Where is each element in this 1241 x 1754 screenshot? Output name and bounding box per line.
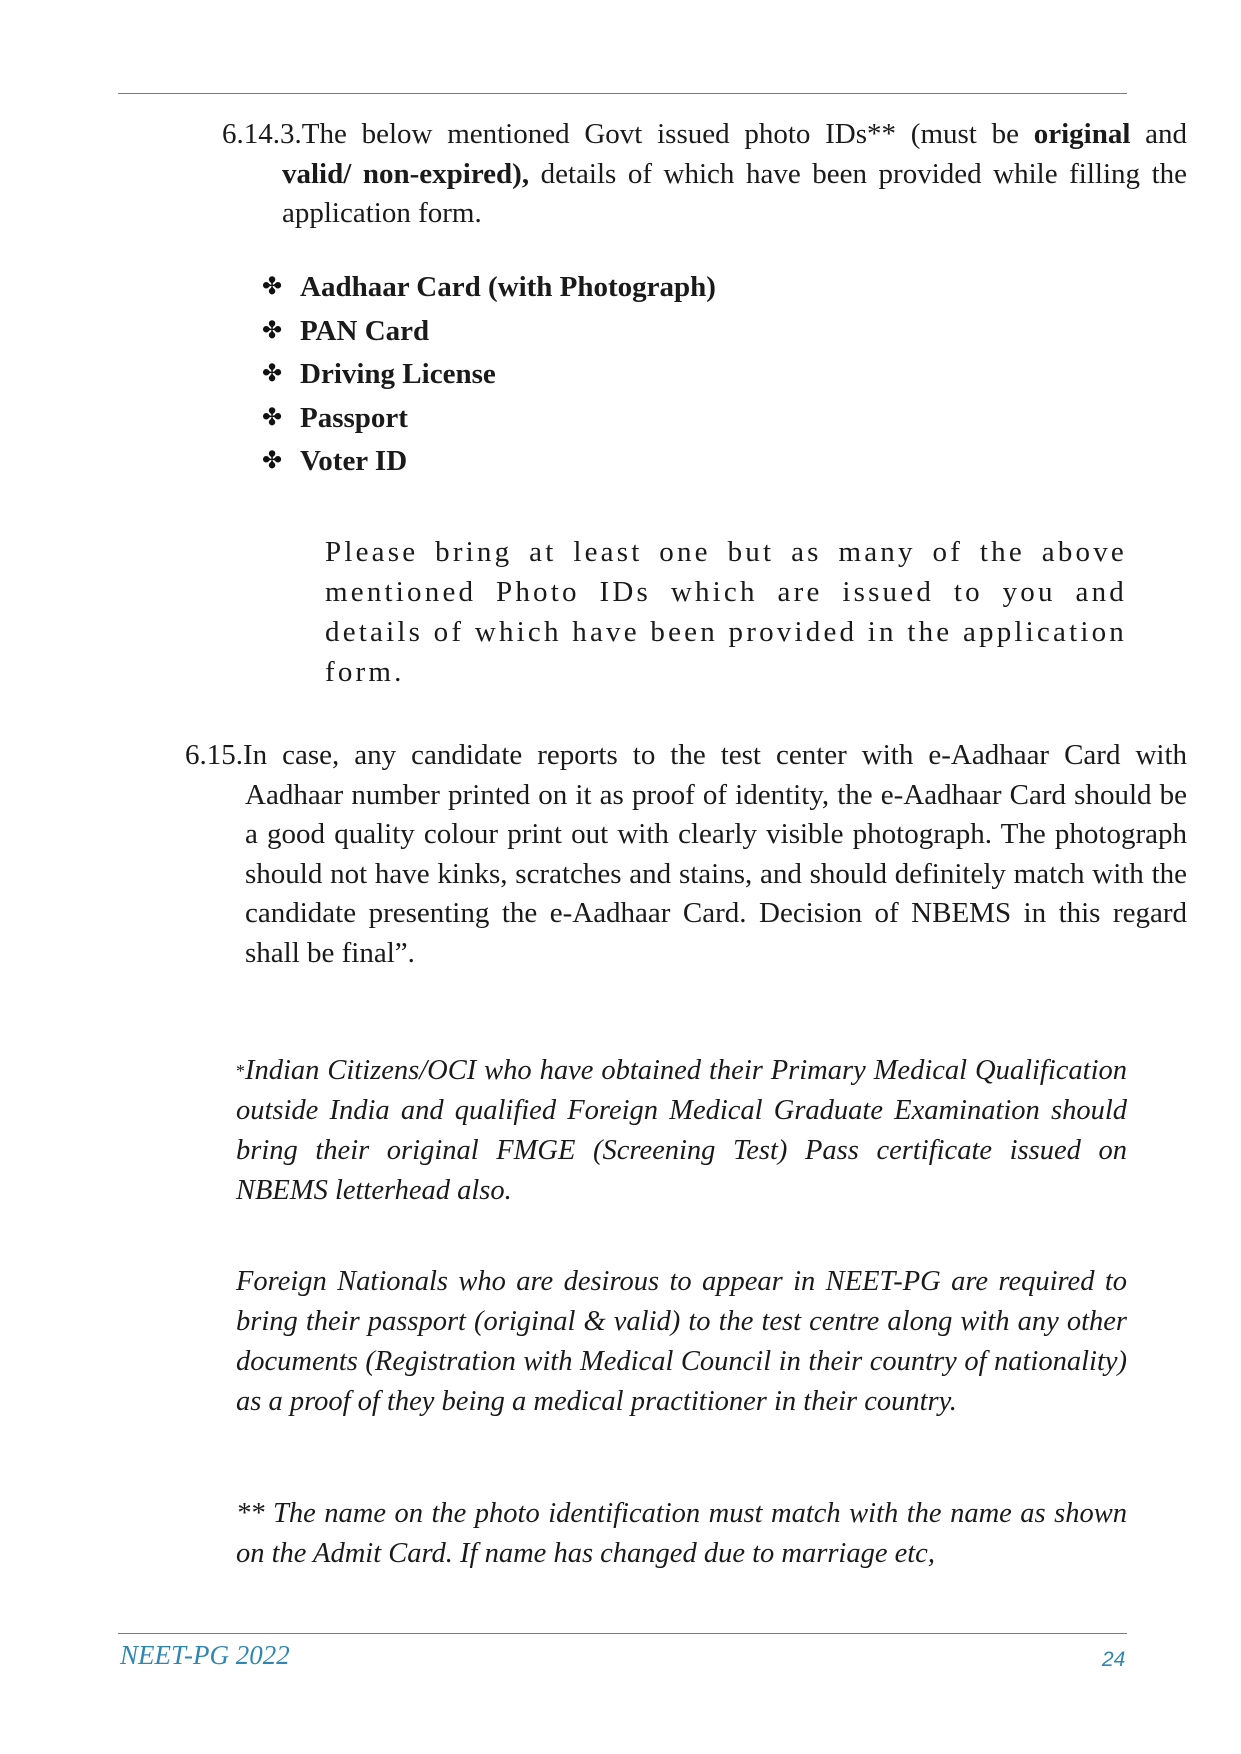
list-item-label: Driving License bbox=[300, 358, 496, 390]
bullet-icon: ✤ bbox=[262, 274, 283, 300]
footnote-text: Indian Citizens/OCI who have obtained their Primary Medical Qualification outside India and qualified Foreign Medical Graduate Examination should bring their original FMGE (Screening Test) Pass certificate issued on NBEMS letterhead also. bbox=[236, 1055, 1127, 1206]
section-6-15 bbox=[185, 736, 1187, 973]
photo-id-list bbox=[262, 266, 716, 484]
footnote-indian-citizens bbox=[236, 1051, 1127, 1211]
asterisk-marker: * bbox=[236, 1061, 245, 1081]
bullet-icon: ✤ bbox=[262, 448, 283, 474]
list-item bbox=[262, 353, 716, 397]
bold-valid: valid/ non-expired), bbox=[282, 157, 530, 190]
photo-id-note: Please bring at least one but as many of the above mentioned Photo IDs which are issued to you and details of which have been provided in the application form. bbox=[325, 536, 1127, 688]
footer-rule bbox=[118, 1633, 1127, 1634]
list-item bbox=[262, 310, 716, 354]
list-item bbox=[262, 440, 716, 484]
section-6-14-3 bbox=[222, 115, 1187, 234]
section-text: details of which have been provided while filling the application form. bbox=[282, 157, 1188, 229]
section-text: The below mentioned Govt issued photo IDs** (must be bbox=[301, 118, 1034, 150]
section-number: 6.14.3. bbox=[222, 118, 302, 150]
bullet-icon: ✤ bbox=[262, 404, 283, 431]
footer-title: NEET-PG 2022 bbox=[120, 1640, 290, 1670]
header-rule bbox=[118, 93, 1127, 94]
bold-original: original bbox=[1033, 118, 1131, 150]
bullet-icon: ✤ bbox=[262, 317, 283, 344]
list-item-label: PAN Card bbox=[300, 314, 430, 347]
list-item-label: Aadhaar Card (with Photograph) bbox=[300, 271, 716, 303]
footnote-foreign-nationals: Foreign Nationals who are desirous to appear in NEET-PG are required to bring their passport (original & valid) to the test centre along with any other documents (Registration with Medical Council in their country of nationality) as a proof of they being a medical practitioner in their country. bbox=[236, 1266, 1127, 1417]
section-text: and bbox=[1130, 118, 1187, 150]
list-item-label: Voter ID bbox=[300, 445, 408, 477]
section-number: 6.15. bbox=[185, 739, 243, 771]
list-item bbox=[262, 397, 716, 441]
section-text: In case, any candidate reports to the test center with e-Aadhaar Card with Aadhaar number printed on it as proof of identity, the e-Aadhaar Card should be a good quality colour print out with clearly visible photograph. The photograph should not have kinks, scratches and stains, and should definitely match with the candidate presenting the e-Aadhaar Card. Decision of NBEMS in this regard shall be final”. bbox=[243, 739, 1187, 969]
page-number: 24 bbox=[1102, 1648, 1126, 1671]
footnote-name-match: ** The name on the photo identification must match with the name as shown on the Admit Card. If name has changed due to marriage etc, bbox=[236, 1498, 1127, 1569]
list-item bbox=[262, 266, 716, 310]
list-item-label: Passport bbox=[300, 401, 408, 434]
bullet-icon: ✤ bbox=[262, 361, 283, 387]
